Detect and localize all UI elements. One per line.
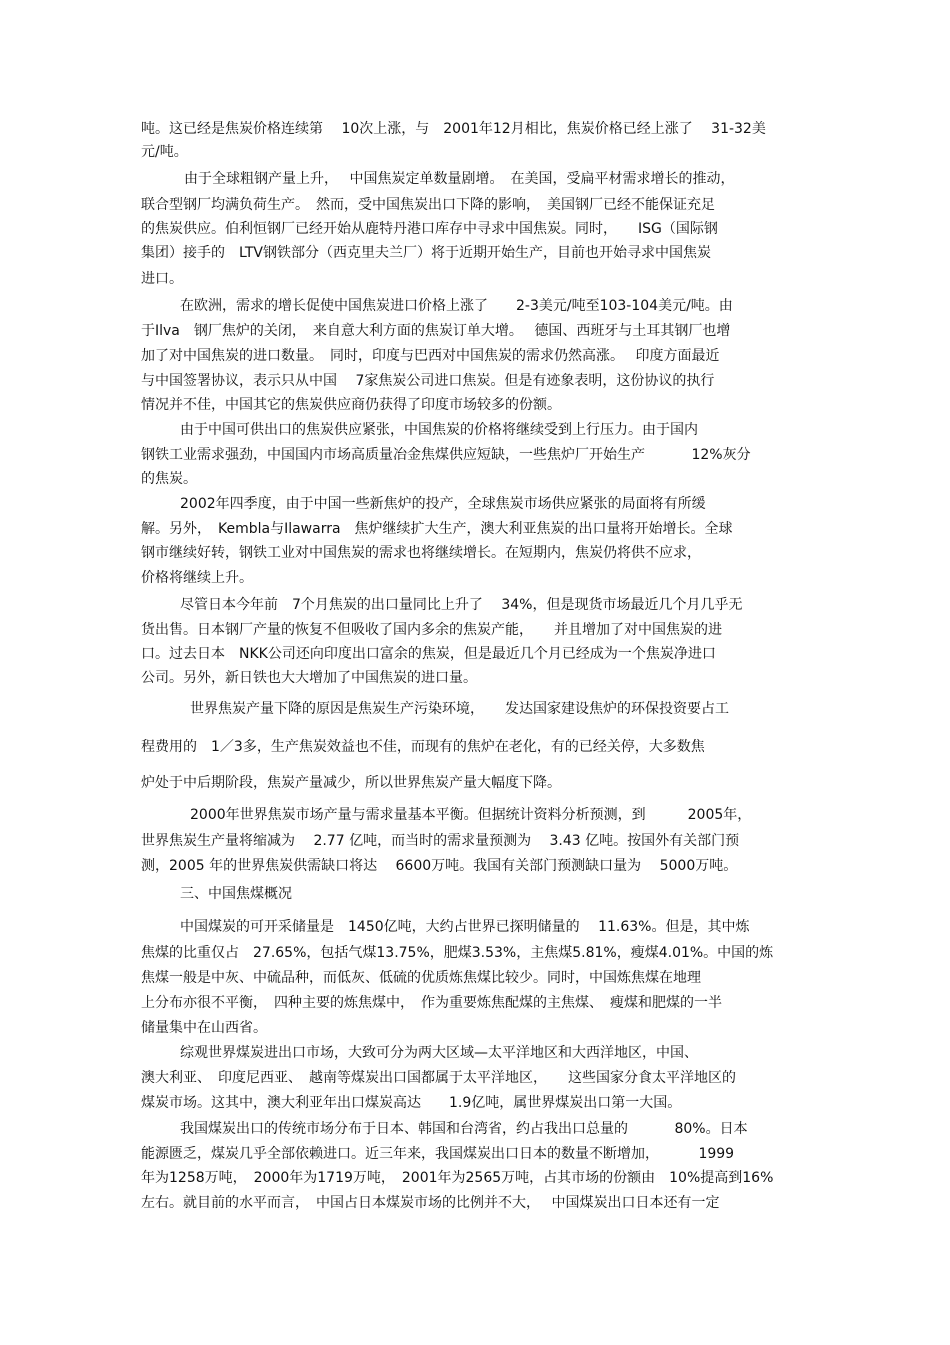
text-line: 于Ilva 钢厂焦炉的关闭， 来自意大利方面的焦炭订单大增。 德国、西班牙与土耳其钢厂也增 [141,323,731,339]
section-heading: 三、中国焦煤概况 [180,886,292,902]
text-line: 在欧洲，需求的增长促使中国焦炭进口价格上涨了 2-3美元/吨至103-104美元/吨。由 [180,298,733,314]
text-line: 加了对中国焦炭的进口数量。 同时，印度与巴西对中国焦炭的需求仍然高涨。 印度方面最近 [141,348,720,364]
text-line: 集团）接手的 LTV钢铁部分（西克里夫兰厂）将于近期开始生产，目前也开始寻求中国焦炭 [141,245,711,261]
text-line: 炉处于中后期阶段，焦炭产量减少，所以世界焦炭产量大幅度下降。 [141,775,561,791]
text-line: 2002年四季度，由于中国一些新焦炉的投产，全球焦炭市场供应紧张的局面将有所缓 [180,496,706,512]
text-line: 解。另外， Kembla与Ilawarra 焦炉继续扩大生产，澳大利亚焦炭的出口量将开始增长。全球 [141,521,733,537]
text-line: 的焦炭。 [141,471,197,487]
text-line: 钢铁工业需求强劲，中国国内市场高质量冶金焦煤供应短缺，一些焦炉厂开始生产 12%灰分 [141,447,751,463]
text-line: 进口。 [141,271,183,287]
text-line: 煤炭市场。这其中，澳大利亚年出口煤炭高达 1.9亿吨，属世界煤炭出口第一大国。 [141,1095,682,1111]
text-line: 左右。就目前的水平而言， 中国占日本煤炭市场的比例并不大， 中国煤炭出口日本还有一定 [141,1195,720,1211]
text-line: 的焦炭供应。伯利恒钢厂已经开始从鹿特丹港口库存中寻求中国焦炭。同时， ISG（国际钢 [141,221,718,237]
text-line: 与中国签署协议，表示只从中国 7家焦炭公司进口焦炭。但是有迹象表明，这份协议的执行 [141,373,715,389]
text-line: 上分布亦很不平衡， 四种主要的炼焦煤中， 作为重要炼焦配煤的主焦煤、 瘦煤和肥煤的一半 [141,995,722,1011]
text-line: 储量集中在山西省。 [141,1020,267,1036]
text-line: 口。过去日本 NKK公司还向印度出口富余的焦炭，但是最近几个月已经成为一个焦炭净进口 [141,646,716,662]
text-line: 由于全球粗钢产量上升， 中国焦炭定单数量剧增。 在美国，受扁平材需求增长的推动， [184,171,735,187]
text-line: 测，2005 年的世界焦炭供需缺口将达 6600万吨。我国有关部门预测缺口量为 5000万吨。 [141,858,738,874]
text-line: 由于中国可供出口的焦炭供应紧张，中国焦炭的价格将继续受到上行压力。由于国内 [180,422,698,438]
text-line: 尽管日本今年前 7个月焦炭的出口量同比上升了 34%，但是现货市场最近几个月几乎无 [180,597,743,613]
text-line: 中国煤炭的可开采储量是 1450亿吨，大约占世界已探明储量的 11.63%。但是，其中炼 [180,919,750,935]
text-line: 世界焦炭产量下降的原因是焦炭生产污染环境， 发达国家建设焦炉的环保投资要占工 [190,701,729,717]
text-line: 年为1258万吨， 2000年为1719万吨， 2001年为2565万吨，占其市场的份额由 10%提高到16% [141,1170,774,1186]
text-line: 钢市继续好转，钢铁工业对中国焦炭的需求也将继续增长。在短期内，焦炭仍将供不应求， [141,545,701,561]
text-line: 能源匮乏，煤炭几乎全部依赖进口。近三年来，我国煤炭出口日本的数量不断增加， 1999 [141,1146,735,1162]
text-line: 2000年世界焦炭市场产量与需求量基本平衡。但据统计资料分析预测，到 2005年， [190,807,752,823]
text-line: 程费用的 1／3多，生产焦炭效益也不佳，而现有的焦炉在老化，有的已经关停，大多数焦 [141,739,705,755]
text-line: 焦煤的比重仅占 27.65%，包括气煤13.75%，肥煤3.53%，主焦煤5.81%，瘦煤4.01%。中国的炼 [141,945,774,961]
text-line: 货出售。日本钢厂产量的恢复不但吸收了国内多余的焦炭产能， 并且增加了对中国焦炭的进 [141,622,722,638]
text-line: 元/吨。 [141,144,188,160]
text-line: 焦煤一般是中灰、中硫品种，而低灰、低硫的优质炼焦煤比较少。同时，中国炼焦煤在地理 [141,970,701,986]
text-line: 我国煤炭出口的传统市场分布于日本、韩国和台湾省，约占我出口总量的 80%。日本 [180,1121,748,1137]
text-line: 联合型钢厂均满负荷生产。 然而，受中国焦炭出口下降的影响， 美国钢厂已经不能保证充足 [141,197,715,213]
text-line: 澳大利亚、 印度尼西亚、 越南等煤炭出口国都属于太平洋地区， 这些国家分食太平洋地区的 [141,1070,736,1086]
text-line: 综观世界煤炭进出口市场，大致可分为两大区域—太平洋地区和大西洋地区，中国、 [180,1045,698,1061]
text-line: 世界焦炭生产量将缩减为 2.77 亿吨，而当时的需求量预测为 3.43 亿吨。按国外有关部门预 [141,833,740,849]
text-line: 公司。另外，新日铁也大大增加了中国焦炭的进口量。 [141,670,477,686]
text-line: 吨。这已经是焦炭价格连续第 10次上涨，与 2001年12月相比，焦炭价格已经上涨了 31-32美 [141,121,766,137]
text-line: 情况并不佳，中国其它的焦炭供应商仍获得了印度市场较多的份额。 [141,397,561,413]
text-line: 价格将继续上升。 [141,570,253,586]
